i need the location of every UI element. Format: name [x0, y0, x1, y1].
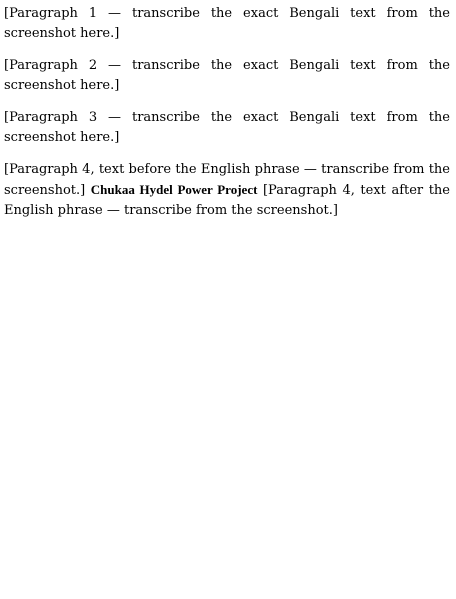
- paragraph-phuentsholing-stay: [Paragraph 3 — transcribe the exact Bengali text from the screenshot here.]: [4, 110, 450, 145]
- paragraph-chukha-journey: [4, 160, 450, 221]
- paragraph-chukha-text-after: [Paragraph 4, text after the English phrase — transcribe from the screenshot.]: [4, 183, 450, 218]
- paragraph-bhutan-border: [Paragraph 1 — transcribe the exact Bengali text from the screenshot here.]: [4, 6, 450, 41]
- paragraph-chukha-text-before: [Paragraph 4, text before the English phrase — transcribe from the screenshot.]: [4, 162, 450, 198]
- hydel-project-name: Chukaa Hydel Power Project: [90, 182, 258, 197]
- paragraph-indian-territory: [Paragraph 2 — transcribe the exact Bengali text from the screenshot here.]: [4, 58, 450, 93]
